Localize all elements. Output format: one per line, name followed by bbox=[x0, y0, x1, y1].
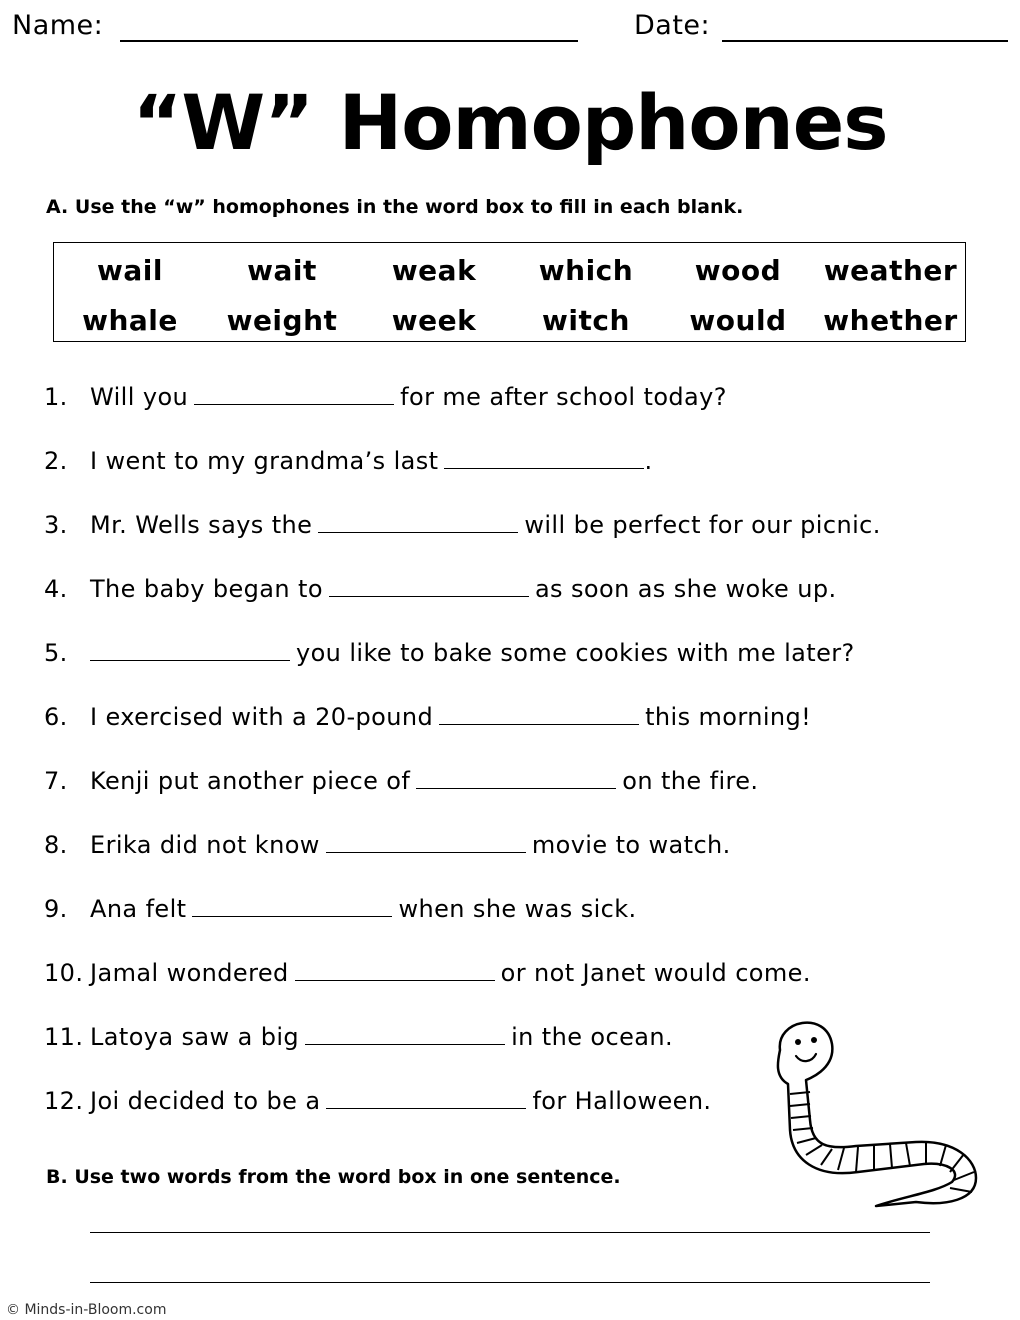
question-text-after: on the fire. bbox=[622, 767, 759, 795]
question-number: 6. bbox=[44, 703, 68, 731]
question-text-before: Kenji put another piece of bbox=[90, 767, 411, 795]
question-item bbox=[44, 511, 984, 575]
question-text-before: Erika did not know bbox=[90, 831, 320, 859]
question-item bbox=[44, 383, 984, 447]
answer-blank[interactable] bbox=[326, 1088, 526, 1109]
question-number: 4. bbox=[44, 575, 68, 603]
question-number: 12. bbox=[44, 1087, 84, 1115]
question-text-after: as soon as she woke up. bbox=[534, 575, 837, 603]
answer-line-2[interactable] bbox=[90, 1282, 930, 1283]
page-title: “W” Homophones bbox=[132, 78, 888, 167]
question-text-after: will be perfect for our picnic. bbox=[524, 511, 881, 539]
question-number: 2. bbox=[44, 447, 68, 475]
question-text-before: Will you bbox=[90, 383, 189, 411]
answer-blank[interactable] bbox=[295, 960, 495, 981]
question-text-after: movie to watch. bbox=[531, 831, 731, 859]
question-text-after: for Halloween. bbox=[532, 1087, 712, 1115]
header bbox=[12, 10, 1012, 50]
question-text-before: The baby began to bbox=[90, 575, 323, 603]
question-number: 1. bbox=[44, 383, 68, 411]
question-item bbox=[44, 767, 984, 831]
question-number: 9. bbox=[44, 895, 68, 923]
word-box-word: weak bbox=[391, 254, 477, 287]
question-number: 10. bbox=[44, 959, 84, 987]
answer-blank[interactable] bbox=[326, 832, 526, 853]
section-b-instruction: B. Use two words from the word box in one sentence. bbox=[46, 1166, 621, 1188]
word-box-word: week bbox=[391, 304, 477, 337]
name-field[interactable] bbox=[120, 40, 578, 42]
question-text-before: Ana felt bbox=[90, 895, 187, 923]
word-box-word: whale bbox=[82, 304, 178, 337]
question-item bbox=[44, 831, 984, 895]
question-text-after: . bbox=[644, 447, 653, 475]
footer-copyright: © Minds-in-Bloom.com bbox=[6, 1302, 167, 1318]
question-text-after: in the ocean. bbox=[511, 1023, 673, 1051]
word-box-word: weather bbox=[823, 254, 958, 287]
question-text-after: when she was sick. bbox=[398, 895, 637, 923]
name-label: Name: bbox=[12, 10, 104, 41]
question-item bbox=[44, 895, 984, 959]
question-item bbox=[44, 703, 984, 767]
word-grid bbox=[54, 251, 967, 351]
date-field[interactable] bbox=[722, 40, 1008, 42]
question-text-before: Joi decided to be a bbox=[90, 1087, 321, 1115]
question-text-before: I went to my grandma’s last bbox=[90, 447, 439, 475]
question-text-after: you like to bake some cookies with me later? bbox=[296, 639, 855, 667]
word-box-word: which bbox=[538, 254, 634, 287]
question-number: 5. bbox=[44, 639, 68, 667]
word-box-word: wood bbox=[694, 254, 782, 287]
question-text-before: Mr. Wells says the bbox=[90, 511, 313, 539]
word-box-word: wait bbox=[247, 254, 317, 287]
answer-line-1[interactable] bbox=[90, 1232, 930, 1233]
question-number: 11. bbox=[44, 1023, 84, 1051]
question-text-before: Jamal wondered bbox=[90, 959, 289, 987]
word-box-word: weight bbox=[226, 304, 338, 337]
question-item bbox=[44, 447, 984, 511]
answer-blank[interactable] bbox=[329, 576, 529, 597]
answer-blank[interactable] bbox=[194, 384, 394, 405]
answer-blank[interactable] bbox=[444, 448, 644, 469]
question-number: 3. bbox=[44, 511, 68, 539]
word-box bbox=[53, 242, 966, 342]
question-number: 7. bbox=[44, 767, 68, 795]
answer-blank[interactable] bbox=[318, 512, 518, 533]
question-text-after: for me after school today? bbox=[400, 383, 727, 411]
date-label: Date: bbox=[634, 10, 711, 41]
word-box-word: would bbox=[689, 304, 787, 337]
question-item bbox=[44, 639, 984, 703]
word-box-word: wail bbox=[97, 254, 163, 287]
answer-blank[interactable] bbox=[416, 768, 616, 789]
question-text-after: or not Janet would come. bbox=[500, 959, 811, 987]
question-number: 8. bbox=[44, 831, 68, 859]
word-box-word: whether bbox=[823, 304, 958, 337]
answer-blank[interactable] bbox=[439, 704, 639, 725]
answer-blank[interactable] bbox=[305, 1024, 505, 1045]
worm-illustration bbox=[766, 1010, 986, 1210]
section-a-instruction: A. Use the “w” homophones in the word box to fill in each blank. bbox=[46, 196, 744, 218]
question-text-after: this morning! bbox=[645, 703, 812, 731]
question-text-before: I exercised with a 20-pound bbox=[90, 703, 434, 731]
question-item bbox=[44, 575, 984, 639]
answer-blank[interactable] bbox=[90, 640, 290, 661]
answer-blank[interactable] bbox=[192, 896, 392, 917]
word-box-word: witch bbox=[542, 304, 630, 337]
question-text-before: Latoya saw a big bbox=[90, 1023, 300, 1051]
